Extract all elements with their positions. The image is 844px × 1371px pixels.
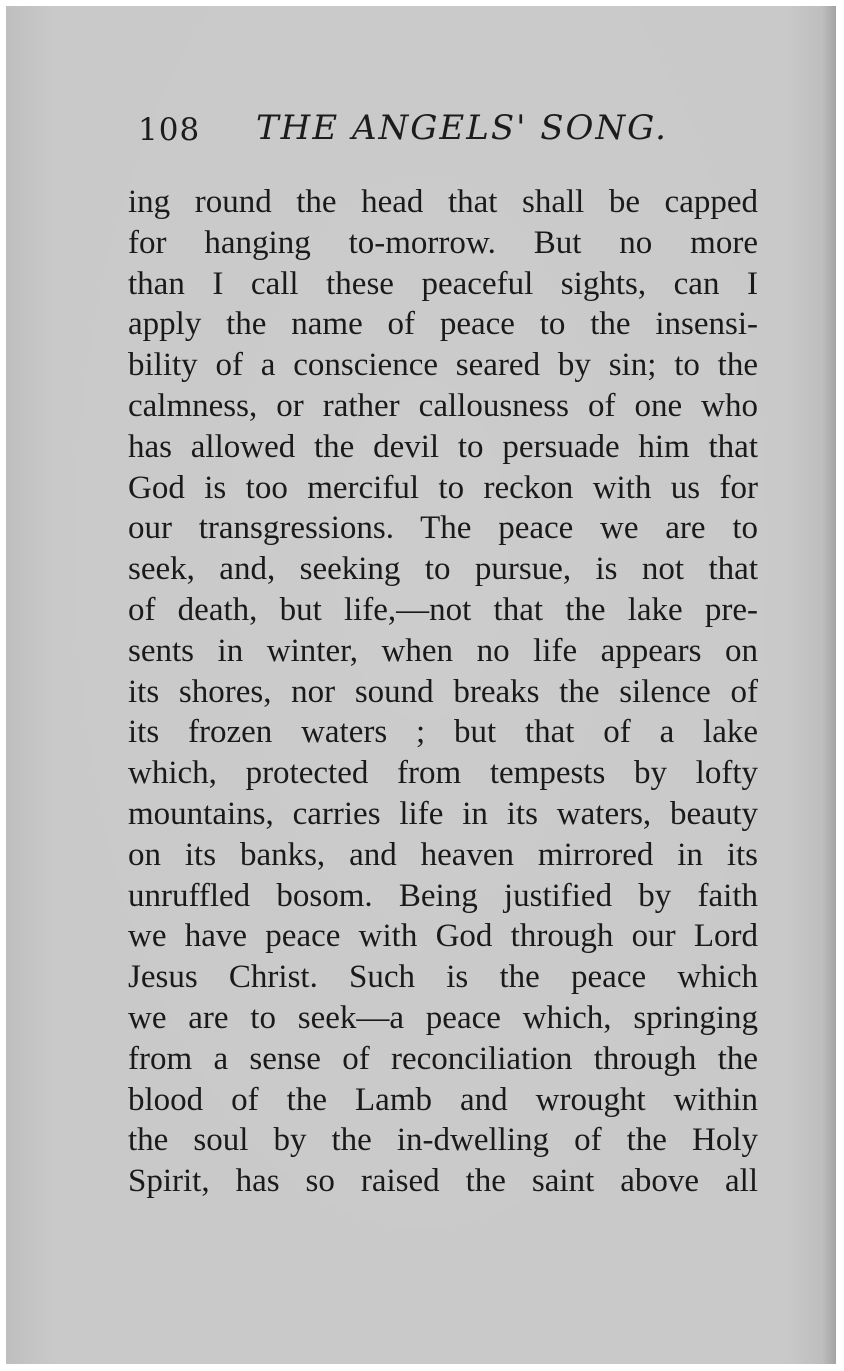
text-line: the soul by the in-dwelling of the Holy: [128, 1122, 758, 1159]
text-line: we are to seek—a peace which, springing: [128, 999, 758, 1036]
text-line: its frozen waters ; but that of a lake: [128, 714, 758, 751]
page-edge-shadow: [822, 6, 836, 1364]
text-line: than I call these peaceful sights, can I: [128, 265, 758, 302]
text-line: Spirit, has so raised the saint above all: [128, 1163, 758, 1200]
text-line: unruffled bosom. Being justified by faith: [128, 877, 758, 914]
text-line: Jesus Christ. Such is the peace which: [128, 959, 758, 996]
text-line: sents in winter, when no life appears on: [128, 632, 758, 669]
text-line: for hanging to-morrow. But no more: [128, 224, 758, 261]
text-line: apply the name of peace to the insensi-: [128, 306, 758, 343]
text-line: seek, and, seeking to pursue, is not that: [128, 551, 758, 588]
text-line: has allowed the devil to persuade him that: [128, 428, 758, 465]
text-line: blood of the Lamb and wrought within: [128, 1081, 758, 1118]
text-line: our transgressions. The peace we are to: [128, 510, 758, 547]
text-line: its shores, nor sound breaks the silence of: [128, 673, 758, 710]
text-line: of death, but life,—not that the lake pre-: [128, 591, 758, 628]
running-title: THE ANGELS' SONG.: [256, 108, 668, 148]
text-line: mountains, carries life in its waters, beauty: [128, 795, 758, 832]
text-line: from a sense of reconciliation through the: [128, 1040, 758, 1077]
text-line: ing round the head that shall be capped: [128, 184, 758, 220]
page-number: 108: [138, 112, 201, 148]
book-page: [6, 6, 836, 1364]
text-line: bility of a conscience seared by sin; to the: [128, 347, 758, 384]
text-line: on its banks, and heaven mirrored in its: [128, 836, 758, 873]
body-text: [128, 182, 758, 1202]
running-header: [138, 106, 758, 156]
text-line: which, protected from tempests by lofty: [128, 755, 758, 792]
text-line: God is too merciful to reckon with us for: [128, 469, 758, 506]
text-line: we have peace with God through our Lord: [128, 918, 758, 955]
text-line: calmness, or rather callousness of one who: [128, 387, 758, 424]
